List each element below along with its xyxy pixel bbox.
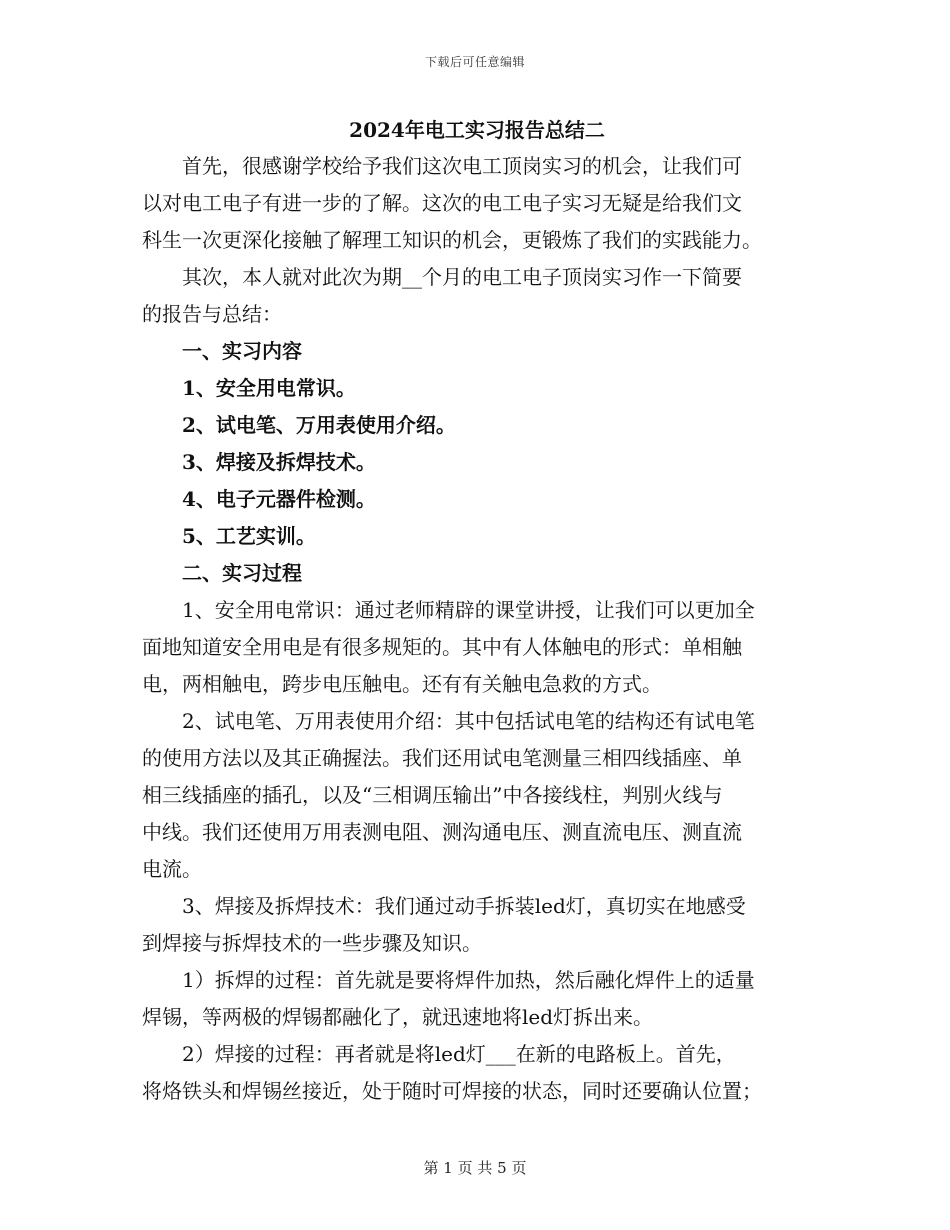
paragraph xyxy=(142,1036,812,1110)
text-line: 电流。 xyxy=(142,857,202,881)
text-line: 二、实习过程 xyxy=(182,561,302,585)
text-line: 一、实习内容 xyxy=(182,339,302,363)
document-body xyxy=(142,112,812,1110)
text-line: 首先，很感谢学校给予我们这次电工顶岗实习的机会，让我们可 xyxy=(182,154,742,178)
paragraph xyxy=(142,592,812,703)
paragraph xyxy=(142,703,812,888)
page-header-note: 下载后可任意编辑 xyxy=(424,55,525,69)
section-heading xyxy=(142,481,812,518)
text-line: 科生一次更深化接触了解理工知识的机会，更锻炼了我们的实践能力。 xyxy=(142,228,762,252)
section-heading xyxy=(142,555,812,592)
page-footer: 第 1 页 共 5 页 xyxy=(423,1159,527,1177)
section-heading xyxy=(142,370,812,407)
text-line: 5、工艺实训。 xyxy=(182,524,316,548)
text-line: 1、安全用电常识。 xyxy=(182,376,356,400)
text-line: 4、电子元器件检测。 xyxy=(182,487,376,511)
text-line: 以对电工电子有进一步的了解。这次的电工电子实习无疑是给我们文 xyxy=(142,191,742,215)
text-line: 1）拆焊的过程：首先就是要将焊件加热，然后融化焊件上的适量 xyxy=(182,968,755,992)
paragraph xyxy=(142,962,812,1036)
paragraph xyxy=(142,888,812,962)
section-heading xyxy=(142,407,812,444)
paragraph-list xyxy=(142,148,812,1110)
text-line: 其次，本人就对此次为期__个月的电工电子顶岗实习作一下简要 xyxy=(182,265,742,289)
text-line: 中线。我们还使用万用表测电阻、测沟通电压、测直流电压、测直流 xyxy=(142,820,742,844)
section-heading xyxy=(142,444,812,481)
text-line: 2、试电笔、万用表使用介绍：其中包括试电笔的结构还有试电笔 xyxy=(182,709,755,733)
paragraph xyxy=(142,148,812,259)
text-line: 1、安全用电常识：通过老师精辟的课堂讲授，让我们可以更加全 xyxy=(182,598,755,622)
section-heading xyxy=(142,333,812,370)
section-heading xyxy=(142,518,812,555)
text-line: 面地知道安全用电是有很多规矩的。其中有人体触电的形式：单相触 xyxy=(142,635,742,659)
text-line: 的使用方法以及其正确握法。我们还用试电笔测量三相四线插座、单 xyxy=(142,746,742,770)
text-line: 电，两相触电，跨步电压触电。还有有关触电急救的方式。 xyxy=(142,672,662,696)
text-line: 的报告与总结： xyxy=(142,302,282,326)
text-line: 3、焊接及拆焊技术。 xyxy=(182,450,376,474)
text-line: 相三线插座的插孔，以及“三相调压输出”中各接线柱，判别火线与 xyxy=(142,783,723,807)
text-line: 将烙铁头和焊锡丝接近，处于随时可焊接的状态，同时还要确认位置； xyxy=(142,1079,762,1103)
paragraph xyxy=(142,259,812,333)
text-line: 到焊接与拆焊技术的一些步骤及知识。 xyxy=(142,931,482,955)
document-title: 2024年电工实习报告总结二 xyxy=(349,118,605,142)
text-line: 2）焊接的过程：再者就是将led灯___在新的电路板上。首先， xyxy=(182,1042,736,1066)
text-line: 焊锡，等两极的焊锡都融化了，就迅速地将led灯拆出来。 xyxy=(142,1005,654,1029)
text-line: 2、试电笔、万用表使用介绍。 xyxy=(182,413,456,437)
text-line: 3、焊接及拆焊技术：我们通过动手拆装led灯，真切实在地感受 xyxy=(182,894,746,918)
